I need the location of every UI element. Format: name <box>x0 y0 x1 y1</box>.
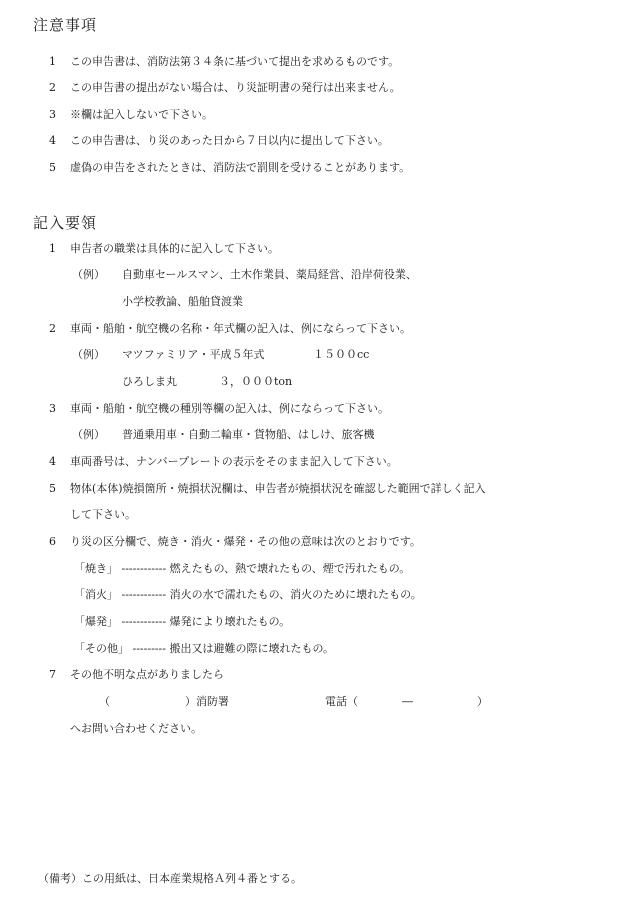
definition-explosion: 「爆発」 ------------ 爆発により壊れたもの。 <box>74 615 291 628</box>
item-number: 3 <box>49 402 56 415</box>
item-number: 7 <box>49 668 56 681</box>
example-value: １５００cc <box>313 348 370 361</box>
fire-station-label: ）消防署 <box>185 695 229 708</box>
item-text: ※欄は記入しないで下さい。 <box>70 108 213 121</box>
item-text: 物体(本体)焼損箇所・焼損状況欄は、申告者が焼損状況を確認した範囲で詳しく記入 <box>70 482 486 495</box>
example-label: （例） <box>72 268 105 281</box>
definition-burn: 「焼き」 ------------ 燃えたもの、熱で壊れたもの、煙で汚れたもの。 <box>74 562 411 575</box>
item-number: 6 <box>49 535 56 548</box>
item-number: 4 <box>49 455 56 468</box>
phone-label: 電話（ <box>325 695 358 708</box>
definition-extinguish: 「消火」 ------------ 消火の水で濡れたもの、消火のために壊れたもの。 <box>74 588 422 601</box>
item-number: 5 <box>49 161 56 174</box>
example-text: 普通乗用車・自動二輪車・貨物船、はしけ、旅客機 <box>122 428 375 441</box>
item-number: 1 <box>49 55 56 68</box>
item-text: り災の区分欄で、焼き・消火・爆発・その他の意味は次のとおりです。 <box>70 535 421 548</box>
example-text: ひろしま丸 <box>122 375 177 388</box>
phone-dash: ― <box>402 695 413 708</box>
item-number: 2 <box>49 322 56 335</box>
example-label: （例） <box>72 348 105 361</box>
item-number: 1 <box>49 242 56 255</box>
remark: （備考）この用紙は、日本産業規格Ａ列４番とする。 <box>38 872 302 885</box>
fire-station-open-paren: （ <box>99 695 110 708</box>
item-text: 虚偽の申告をされたときは、消防法で罰則を受けることがあります。 <box>70 161 411 174</box>
item-number: 5 <box>49 482 56 495</box>
example-value: ３，０００ton <box>219 375 293 388</box>
item-text-continued: して下さい。 <box>70 508 136 521</box>
guide-heading: 記入要領 <box>33 214 98 232</box>
item-number: 2 <box>49 81 56 94</box>
closing-text: へお問い合わせください。 <box>70 722 202 735</box>
example-text: 自動車セールスマン、土木作業員、薬局経営、沿岸荷役業、 <box>122 268 417 281</box>
item-text: 申告者の職業は具体的に記入して下さい。 <box>70 242 279 255</box>
example-label: （例） <box>72 428 105 441</box>
item-text: この申告書は、り災のあった日から７日以内に提出して下さい。 <box>70 134 389 147</box>
item-text: その他不明な点がありましたら <box>70 668 224 681</box>
item-text: 車両番号は、ナンバープレートの表示をそのまま記入して下さい。 <box>70 455 398 468</box>
example-text: マツファミリア・平成５年式 <box>122 348 265 361</box>
item-text: 車両・船舶・航空機の種別等欄の記入は、例にならって下さい。 <box>70 402 389 415</box>
item-text: この申告書の提出がない場合は、り災証明書の発行は出来ません。 <box>70 81 401 94</box>
item-text: 車両・船舶・航空機の名称・年式欄の記入は、例にならって下さい。 <box>70 322 411 335</box>
definition-other: 「その他」 --------- 搬出又は避難の際に壊れたもの。 <box>74 642 335 655</box>
item-number: 3 <box>49 108 56 121</box>
item-text: この申告書は、消防法第３４条に基づいて提出を求めるものです。 <box>70 55 400 68</box>
notes-heading: 注意事項 <box>33 16 98 34</box>
example-text: 小学校教論、船舶貸渡業 <box>122 295 243 308</box>
item-number: 4 <box>49 134 56 147</box>
phone-close-paren: ） <box>477 695 488 708</box>
